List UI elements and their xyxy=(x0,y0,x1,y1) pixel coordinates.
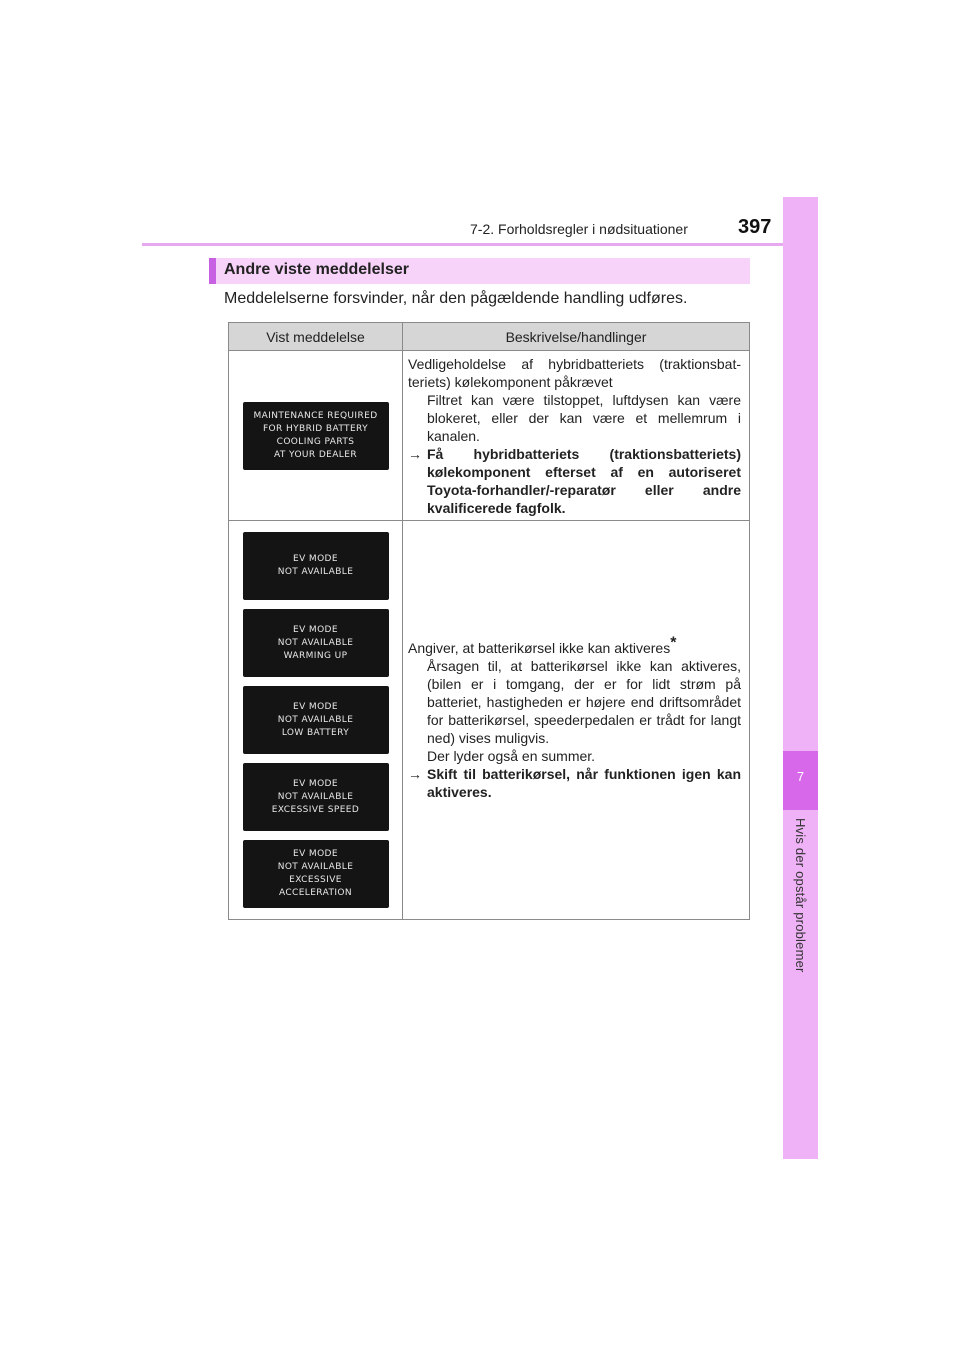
display-message-image: EV MODE NOT AVAILABLE xyxy=(243,532,389,600)
column-header-display: Vist meddelelse xyxy=(229,323,403,351)
description-cell xyxy=(403,521,750,920)
header-rule xyxy=(142,243,818,246)
row-note: Filtret kan være tilstoppet, luftdysen kan være blokeret, eller der kan være et mellemrum i kanalen. xyxy=(427,391,741,444)
row-action xyxy=(408,765,741,801)
header-section-title: 7-2. Forholdsregler i nødsituationer xyxy=(470,221,688,237)
description-cell xyxy=(403,351,750,521)
row-note: Årsagen til, at batterikørsel ikke kan aktiveres, (bilen er i tomgang, der er for lidt strøm på batteriet, hastigheden er højere end driftsområdet for batterikørsel, speederpedalen er trådt for langt ned) vises muligvis. xyxy=(427,658,741,746)
table-header-row xyxy=(229,323,750,351)
display-cell xyxy=(229,351,403,521)
page-number: 397 xyxy=(738,216,772,238)
row-note-2: Der lyder også en summer. xyxy=(427,748,596,764)
table-row xyxy=(229,521,750,920)
row-description xyxy=(408,634,677,656)
row-action-text: Få hybridbatteriets (traktionsbatteriets) kølekomponent efterset af en autoriseret Toyota-forhandler/-reparatør eller andre kvalificerede fagfolk. xyxy=(427,445,741,516)
display-message-image: EV MODE NOT AVAILABLE LOW BATTERY xyxy=(243,686,389,754)
row-action xyxy=(408,445,741,517)
footnote-mark: * xyxy=(670,634,677,652)
display-message-image: EV MODE NOT AVAILABLE WARMING UP xyxy=(243,609,389,677)
row-description-text: Angiver, at batterikørsel ikke kan aktiveres xyxy=(408,640,671,656)
table-row xyxy=(229,351,750,521)
section-intro: Meddelelserne forsvinder, når den pågældende handling udføres. xyxy=(224,290,688,307)
display-message-image: EV MODE NOT AVAILABLE EXCESSIVE ACCELERATION xyxy=(243,840,389,908)
display-message-image: MAINTENANCE REQUIRED FOR HYBRID BATTERY COOLING PARTS AT YOUR DEALER xyxy=(243,402,389,470)
row-action-text: Skift til batterikørsel, når funktionen igen kan aktiveres. xyxy=(427,766,741,800)
section-heading-bar xyxy=(209,258,750,284)
display-message-image: EV MODE NOT AVAILABLE EXCESSIVE SPEED xyxy=(243,763,389,831)
column-header-description: Beskrivelse/handlinger xyxy=(403,323,750,351)
arrow-icon: → xyxy=(408,766,422,782)
chapter-number-tab: 7 xyxy=(783,751,818,810)
message-table xyxy=(228,322,750,920)
section-heading-accent xyxy=(209,258,216,284)
chapter-side-label: Hvis der opstår problemer xyxy=(793,818,808,973)
row-description: Vedligeholdelse af hybridbatteriets (traktionsbat-teriets) kølekomponent påkrævet xyxy=(408,355,741,390)
section-title: Andre viste meddelelser xyxy=(224,261,409,278)
display-cell xyxy=(229,521,403,920)
arrow-icon: → xyxy=(408,445,422,462)
